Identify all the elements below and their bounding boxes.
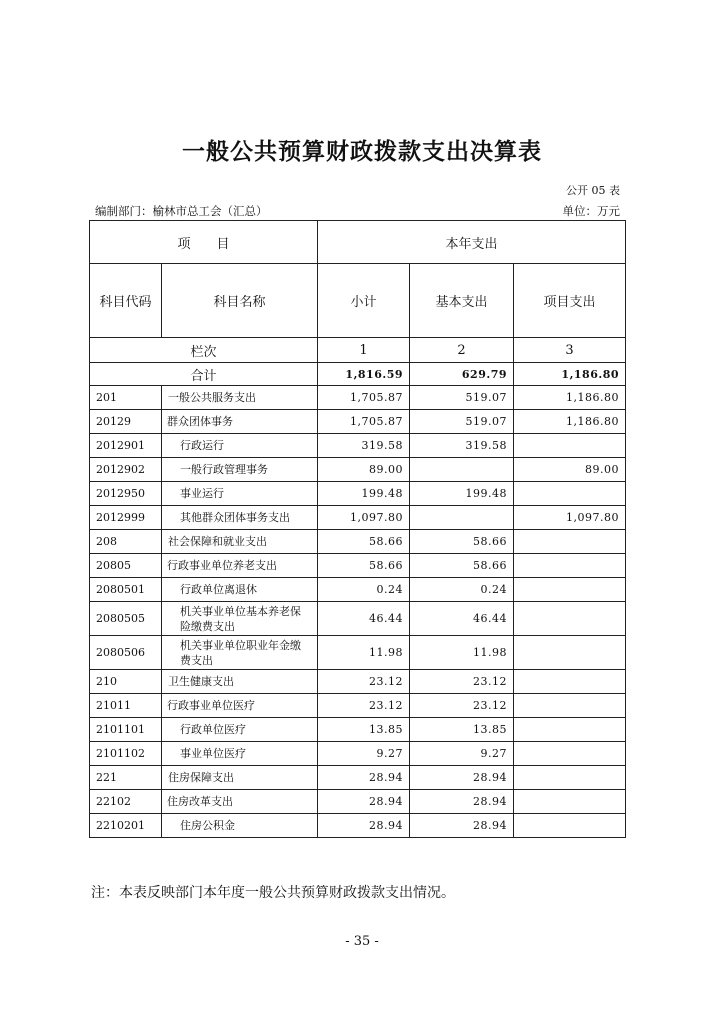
row-code: 2210201: [90, 814, 162, 838]
header-project: 项目支出: [514, 264, 626, 338]
header-code: 科目代码: [90, 264, 162, 338]
row-name: 其他群众团体事务支出: [162, 506, 318, 530]
row-basic: 28.94: [410, 814, 514, 838]
row-subtotal: 28.94: [318, 790, 410, 814]
header-item: 项 目: [90, 221, 318, 264]
row-name: 行政运行: [162, 434, 318, 458]
total-label: 合计: [90, 363, 318, 386]
row-basic: [410, 506, 514, 530]
header-name: 科目名称: [162, 264, 318, 338]
row-project: [514, 482, 626, 506]
row-project: [514, 718, 626, 742]
page-number: - 35 -: [345, 934, 379, 949]
row-name: 机关事业单位基本养老保险缴费支出: [162, 602, 318, 636]
row-project: [514, 578, 626, 602]
row-name: 卫生健康支出: [162, 670, 318, 694]
header-basic: 基本支出: [410, 264, 514, 338]
row-name: 住房改革支出: [162, 790, 318, 814]
row-name: 群众团体事务: [162, 410, 318, 434]
row-code: 2101101: [90, 718, 162, 742]
row-code: 22102: [90, 790, 162, 814]
row-code: 2012950: [90, 482, 162, 506]
row-subtotal: 58.66: [318, 554, 410, 578]
column-index-label: 栏次: [90, 338, 318, 363]
row-basic: 0.24: [410, 578, 514, 602]
row-project: [514, 766, 626, 790]
expenditure-table: [89, 220, 626, 838]
table-row: [90, 790, 626, 814]
row-name: 一般公共服务支出: [162, 386, 318, 410]
row-code: 20805: [90, 554, 162, 578]
row-basic: 28.94: [410, 790, 514, 814]
row-subtotal: 11.98: [318, 636, 410, 670]
row-code: 2080505: [90, 602, 162, 636]
row-subtotal: 23.12: [318, 694, 410, 718]
row-subtotal: 89.00: [318, 458, 410, 482]
row-name: 行政事业单位医疗: [162, 694, 318, 718]
row-basic: [410, 458, 514, 482]
row-basic: 58.66: [410, 554, 514, 578]
row-subtotal: 199.48: [318, 482, 410, 506]
form-number: 公开 05 表: [566, 184, 620, 197]
row-basic: 23.12: [410, 670, 514, 694]
table-row: [90, 742, 626, 766]
header-row-1: [90, 221, 626, 264]
row-project: [514, 742, 626, 766]
table-row: [90, 386, 626, 410]
table-row: [90, 694, 626, 718]
total-basic: 629.79: [410, 363, 514, 386]
table-row: [90, 814, 626, 838]
row-basic: 11.98: [410, 636, 514, 670]
row-name: 事业运行: [162, 482, 318, 506]
row-code: 208: [90, 530, 162, 554]
row-project: [514, 636, 626, 670]
table-row: [90, 636, 626, 670]
column-index-3: 3: [514, 338, 626, 363]
row-code: 2012999: [90, 506, 162, 530]
row-code: 210: [90, 670, 162, 694]
row-subtotal: 28.94: [318, 766, 410, 790]
row-basic: 199.48: [410, 482, 514, 506]
unit-label: 单位：万元: [562, 204, 620, 218]
table-row: [90, 766, 626, 790]
row-project: 1,097.80: [514, 506, 626, 530]
row-code: 2012901: [90, 434, 162, 458]
row-code: 21011: [90, 694, 162, 718]
table-row: [90, 506, 626, 530]
row-project: [514, 790, 626, 814]
header-year-total: 本年支出: [318, 221, 626, 264]
row-name: 行政事业单位养老支出: [162, 554, 318, 578]
row-subtotal: 28.94: [318, 814, 410, 838]
row-code: 2101102: [90, 742, 162, 766]
row-project: 1,186.80: [514, 410, 626, 434]
row-subtotal: 23.12: [318, 670, 410, 694]
row-code: 20129: [90, 410, 162, 434]
total-subtotal: 1,816.59: [318, 363, 410, 386]
compiling-department: 编制部门：榆林市总工会（汇总）: [95, 204, 268, 218]
table-note: 注：本表反映部门本年度一般公共预算财政拨款支出情况。: [91, 885, 455, 901]
table-row: [90, 410, 626, 434]
table-row: [90, 554, 626, 578]
row-subtotal: 58.66: [318, 530, 410, 554]
row-subtotal: 9.27: [318, 742, 410, 766]
row-project: [514, 694, 626, 718]
row-basic: 46.44: [410, 602, 514, 636]
row-subtotal: 1,705.87: [318, 386, 410, 410]
row-project: [514, 670, 626, 694]
table-row: [90, 578, 626, 602]
row-name: 事业单位医疗: [162, 742, 318, 766]
row-name: 机关事业单位职业年金缴费支出: [162, 636, 318, 670]
row-project: [514, 814, 626, 838]
row-subtotal: 319.58: [318, 434, 410, 458]
row-basic: 28.94: [410, 766, 514, 790]
row-basic: 23.12: [410, 694, 514, 718]
row-basic: 519.07: [410, 386, 514, 410]
row-subtotal: 1,705.87: [318, 410, 410, 434]
table-row: [90, 434, 626, 458]
row-code: 2080501: [90, 578, 162, 602]
row-name: 住房保障支出: [162, 766, 318, 790]
row-basic: 58.66: [410, 530, 514, 554]
header-row-2: [90, 264, 626, 338]
table-row: [90, 482, 626, 506]
column-index-1: 1: [318, 338, 410, 363]
row-code: 2080506: [90, 636, 162, 670]
row-code: 221: [90, 766, 162, 790]
row-basic: 13.85: [410, 718, 514, 742]
row-code: 201: [90, 386, 162, 410]
row-basic: 319.58: [410, 434, 514, 458]
row-name: 行政单位医疗: [162, 718, 318, 742]
table-row: [90, 458, 626, 482]
table-row: [90, 530, 626, 554]
row-project: 1,186.80: [514, 386, 626, 410]
row-code: 2012902: [90, 458, 162, 482]
row-name: 行政单位离退休: [162, 578, 318, 602]
total-project: 1,186.80: [514, 363, 626, 386]
row-basic: 9.27: [410, 742, 514, 766]
table-row: [90, 602, 626, 636]
row-subtotal: 0.24: [318, 578, 410, 602]
row-name: 社会保障和就业支出: [162, 530, 318, 554]
table-row: [90, 670, 626, 694]
row-name: 一般行政管理事务: [162, 458, 318, 482]
total-row: [90, 363, 626, 386]
page-title: 一般公共预算财政拨款支出决算表: [182, 139, 542, 165]
row-project: [514, 434, 626, 458]
row-project: 89.00: [514, 458, 626, 482]
row-project: [514, 554, 626, 578]
row-subtotal: 1,097.80: [318, 506, 410, 530]
column-index-row: [90, 338, 626, 363]
column-index-2: 2: [410, 338, 514, 363]
row-project: [514, 530, 626, 554]
table-row: [90, 718, 626, 742]
header-subtotal: 小计: [318, 264, 410, 338]
row-basic: 519.07: [410, 410, 514, 434]
row-project: [514, 602, 626, 636]
row-subtotal: 13.85: [318, 718, 410, 742]
row-name: 住房公积金: [162, 814, 318, 838]
row-subtotal: 46.44: [318, 602, 410, 636]
